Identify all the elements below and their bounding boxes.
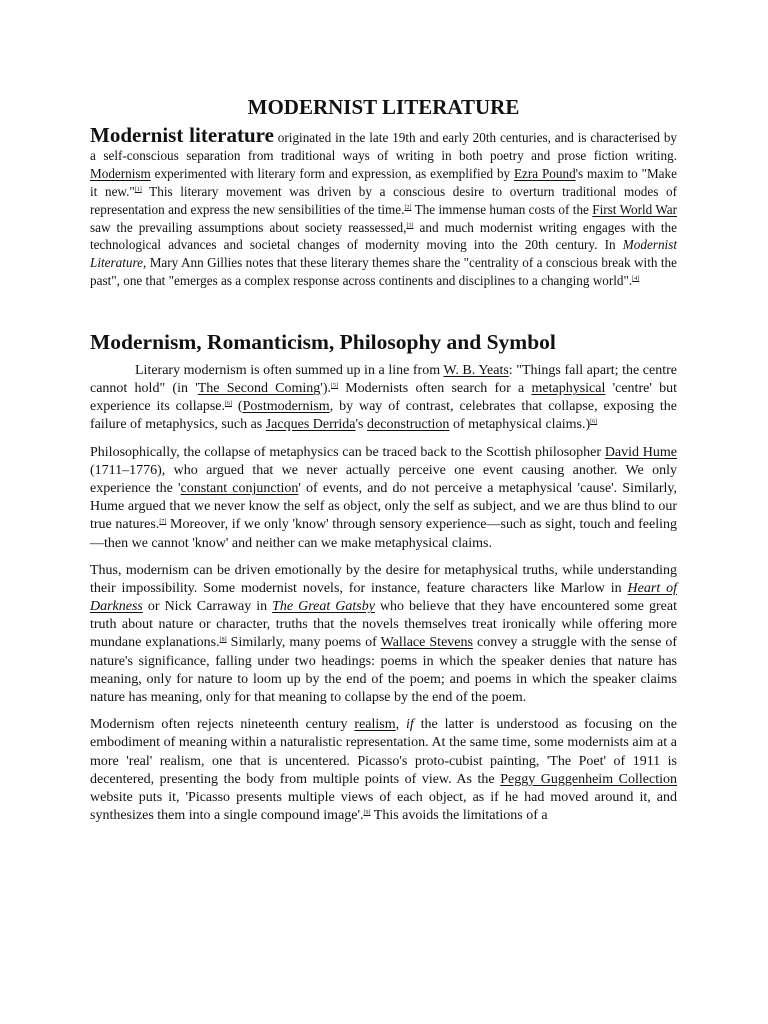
reference-1[interactable]: [1]	[134, 186, 142, 193]
text-run: The immense human costs of the	[411, 201, 593, 217]
link-postmodernism[interactable]: Postmodernism	[242, 399, 330, 415]
text-run: Modernists often search for a	[337, 381, 532, 397]
paragraph-yeats	[90, 362, 677, 434]
text-run: and much modernist writing engages with the technological advances and societal changes of modernity moving into the 20th century. In	[90, 219, 677, 253]
text-run: originated in the late 19th and early 20th centuries, and is characterised by a self-conscious separation from traditional ways of writing in both poetry and prose fiction writing.	[90, 130, 678, 163]
reference-2[interactable]: [2]	[404, 204, 412, 211]
text-run: ,	[395, 717, 406, 733]
link-jacques-derrida[interactable]: Jacques Derrida	[265, 417, 356, 433]
link-metaphysical[interactable]: metaphysical	[531, 381, 606, 397]
section-body	[90, 362, 677, 825]
reference-5[interactable]: [5]	[330, 383, 338, 390]
document-title: MODERNIST LITERATURE	[247, 95, 520, 119]
reference-9[interactable]: [9]	[363, 809, 371, 816]
text-run: 'centre' but experience its collapse.	[90, 381, 677, 415]
link-first-world-war[interactable]: First World War	[592, 201, 677, 217]
intro-paragraph	[90, 123, 678, 290]
text-run: Thus, modernism can be driven emotionally by the desire for metaphysical truths, while understanding their impossibility. Some modernist novels, for instance, feature characters like Marlow in	[90, 563, 677, 597]
link-text: Heart of Darkness	[90, 581, 677, 615]
paragraph-hume	[90, 444, 677, 553]
text-run: or Nick Carraway in	[142, 599, 273, 615]
text-run: 's	[355, 417, 368, 433]
text-run: website puts it, 'Picasso presents multiple views of each object, as if he had moved around it, and synthesizes them into a single compound image'.	[90, 789, 677, 823]
link-modernism[interactable]: Modernism	[90, 165, 151, 181]
text-run: ').	[320, 381, 331, 397]
text-run: , Mary Ann Gillies notes that these literary themes share the "centrality of a conscious break with the past", one that "emerges as a complex response across continents and disciplines to a changing world".	[90, 255, 677, 289]
text-run: saw the prevailing assumptions about society reassessed,	[90, 219, 407, 235]
emphasis-if: if	[406, 717, 414, 733]
book-title: Modernist Literature	[90, 237, 677, 271]
link-great-gatsby[interactable]	[272, 599, 375, 614]
link-text: The Great Gatsby	[272, 599, 375, 615]
reference-8[interactable]: [8]	[219, 637, 227, 644]
link-realism[interactable]: realism	[354, 717, 396, 733]
lead-term: Modernist literature	[90, 123, 274, 147]
text-run: Literary modernism is often summed up in a line from	[135, 363, 444, 379]
text-run: This avoids the limitations of a	[370, 807, 548, 823]
text-run: Philosophically, the collapse of metaphysics can be traced back to the Scottish philosopher	[90, 445, 605, 461]
text-run: who believe that they have encountered some great truth about nature or character, truths that the novels themselves treat ironically while offering more mundane explanations.	[90, 599, 677, 651]
link-constant-conjunction[interactable]: constant conjunction	[180, 481, 299, 497]
reference-7[interactable]: [7]	[159, 519, 167, 526]
link-peggy-guggenheim-collection[interactable]: Peggy Guggenheim Collection	[500, 771, 677, 787]
reference-4[interactable]: [4]	[632, 276, 640, 283]
text-run: convey a struggle with the sense of nature's significance, falling under two headings: poems in which the speaker denies that nature has meaning, only for nature to loom up by the end of the poem; and poems in which the speaker claims nature has meaning, only for that meaning to collapse by the end of the poem.	[90, 635, 677, 705]
text-run: 's maxim to "Make it new."	[90, 165, 677, 199]
text-run: experimented with literary form and expression, as exemplified by	[150, 165, 514, 181]
link-second-coming[interactable]: The Second Coming	[197, 381, 321, 397]
link-deconstruction[interactable]: deconstruction	[367, 417, 450, 433]
text-run: : "Things fall apart; the centre cannot hold" (in '	[90, 363, 677, 397]
section-heading: Modernism, Romanticism, Philosophy and Symbol	[90, 330, 556, 355]
text-run: Modernism often rejects nineteenth century	[90, 717, 355, 733]
text-run: ' of events, and do not perceive a metaphysical 'cause'. Similarly, Hume argued that we never know the self as object, only the self as subject, and we are thus blind to our true natures.	[90, 481, 678, 533]
text-run: , by way of contrast, celebrates that collapse, exposing the failure of metaphysics, such as	[90, 399, 678, 433]
text-run: of metaphysical claims.)	[449, 417, 591, 433]
paragraph-realism	[90, 716, 677, 825]
text-run: (1711–1776), who argued that we never actually perceive one event causing another. We only experience the '	[90, 463, 677, 497]
reference-3[interactable]: [3]	[406, 222, 414, 229]
link-wallace-stevens[interactable]: Wallace Stevens	[380, 635, 473, 651]
link-ezra-pound[interactable]: Ezra Pound	[513, 165, 576, 181]
link-yeats[interactable]: W. B. Yeats	[443, 363, 509, 379]
document-page	[90, 93, 677, 834]
text-run: Moreover, if we only 'know' through sensory experience—such as sight, touch and feeling—then we cannot 'know' and neither can we make metaphysical claims.	[90, 517, 677, 551]
text-run: Similarly, many poems of	[226, 635, 381, 651]
link-david-hume[interactable]: David Hume	[604, 445, 677, 461]
reference-6b[interactable]: [6]	[590, 419, 598, 426]
paragraph-metaphysical-truths	[90, 562, 677, 707]
text-run: (	[232, 399, 243, 415]
text-run: This literary movement was driven by a conscious desire to overturn traditional modes of representation and express the new sensibilities of the time.	[90, 183, 677, 217]
reference-6[interactable]: [6]	[225, 401, 233, 408]
text-run: the latter is understood as focusing on the embodiment of meaning within a naturalistic representation. At the same time, some modernists aim at a more 'real' realism, one that is uncentered. Picasso's proto-cubist painting, 'The Poet' of 1911 is decentered, presenting the body from multiple points of view. As the	[90, 717, 678, 787]
